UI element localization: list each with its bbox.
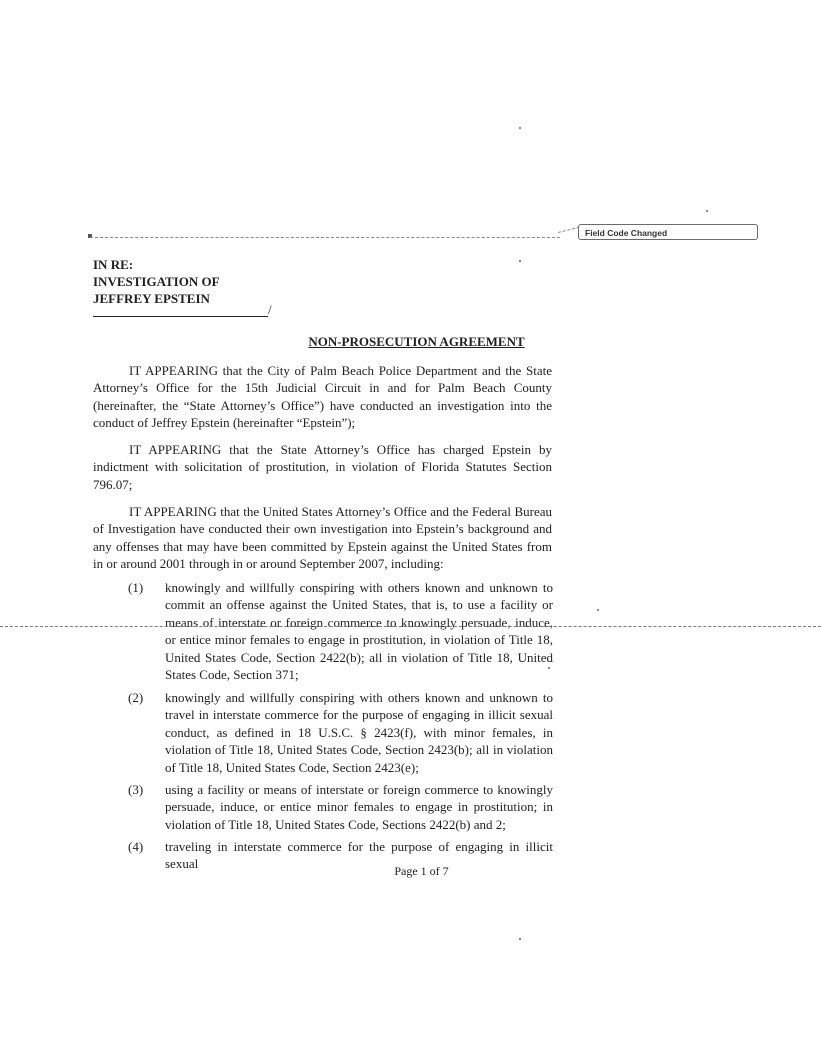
scan-artifact-line bbox=[0, 626, 821, 627]
document-title bbox=[0, 334, 821, 350]
offense-item-number: (1) bbox=[128, 580, 144, 595]
scan-speck bbox=[597, 609, 599, 611]
caption-line-investigation: INVESTIGATION OF bbox=[93, 274, 220, 289]
document-title-text: NON-PROSECUTION AGREEMENT bbox=[308, 334, 525, 349]
scan-speck bbox=[706, 210, 708, 212]
offense-item-text: using a facility or means of interstate or foreign commerce to knowingly persuade, induce, or entice minor females to engage in prostitution; in violation of Title 18, United States Code, Sections 2422(b) and 2; bbox=[165, 782, 553, 832]
scan-speck bbox=[548, 667, 550, 669]
case-caption bbox=[93, 256, 220, 307]
comment-connector-elbow bbox=[558, 227, 580, 233]
caption-line-name: JEFFREY EPSTEIN bbox=[93, 291, 210, 306]
recital-paragraph-3: IT APPEARING that the United States Attorney’s Office and the Federal Bureau of Investigation have conducted their own investigation into Epstein’s background and any offenses that may have been committed by Epstein against the United States from in or around 2001 through in or around September 2007, including: bbox=[93, 504, 552, 572]
recital-paragraph-2: IT APPEARING that the State Attorney’s Office has charged Epstein by indictment with solicitation of prostitution, in violation of Florida Statutes Section 796.07; bbox=[93, 442, 552, 492]
scan-speck bbox=[519, 260, 521, 262]
scan-speck bbox=[519, 938, 521, 940]
offense-item-number: (3) bbox=[128, 782, 144, 797]
offense-item-number: (2) bbox=[128, 690, 144, 705]
offense-item-text: knowingly and willfully conspiring with others known and unknown to commit an offense against the United States, that is, to use a facility or means of interstate or foreign commerce to knowingly persuade, induce, or entice minor females to engage in prostitution, in violation of Title 18, United States Code, Section 2422(b); all in violation of Title 18, United States Code, Section 371; bbox=[165, 580, 553, 683]
offense-item-number: (4) bbox=[128, 839, 144, 854]
comment-connector-line bbox=[90, 237, 560, 238]
caption-slash: / bbox=[268, 302, 272, 317]
recital-paragraph-1: IT APPEARING that the City of Palm Beach Police Department and the State Attorney’s Office for the 15th Judicial Circuit in and for Palm Beach County (hereinafter, the “State Attorney’s Office”) have conducted an investigation into the conduct of Jeffrey Epstein (hereinafter “Epstein”); bbox=[93, 363, 552, 431]
caption-underline bbox=[93, 316, 268, 317]
offense-item-text: knowingly and willfully conspiring with others known and unknown to travel in interstate commerce for the purpose of engaging in illicit sexual conduct, as defined in 18 U.S.C. § 2423(f), with minor females, in violation of Title 18, United States Code, Section 2423(b); all in violation of Title 18, United States Code, Section 2423(e); bbox=[165, 690, 553, 775]
caption-line-in-re: IN RE: bbox=[93, 257, 134, 272]
scan-speck bbox=[519, 127, 521, 129]
page-number-footer: Page 1 of 7 bbox=[394, 864, 449, 878]
field-code-changed-balloon[interactable]: Field Code Changed bbox=[578, 224, 758, 240]
offense-item-text: traveling in interstate commerce for the purpose of engaging in illicit sexual bbox=[165, 839, 553, 872]
